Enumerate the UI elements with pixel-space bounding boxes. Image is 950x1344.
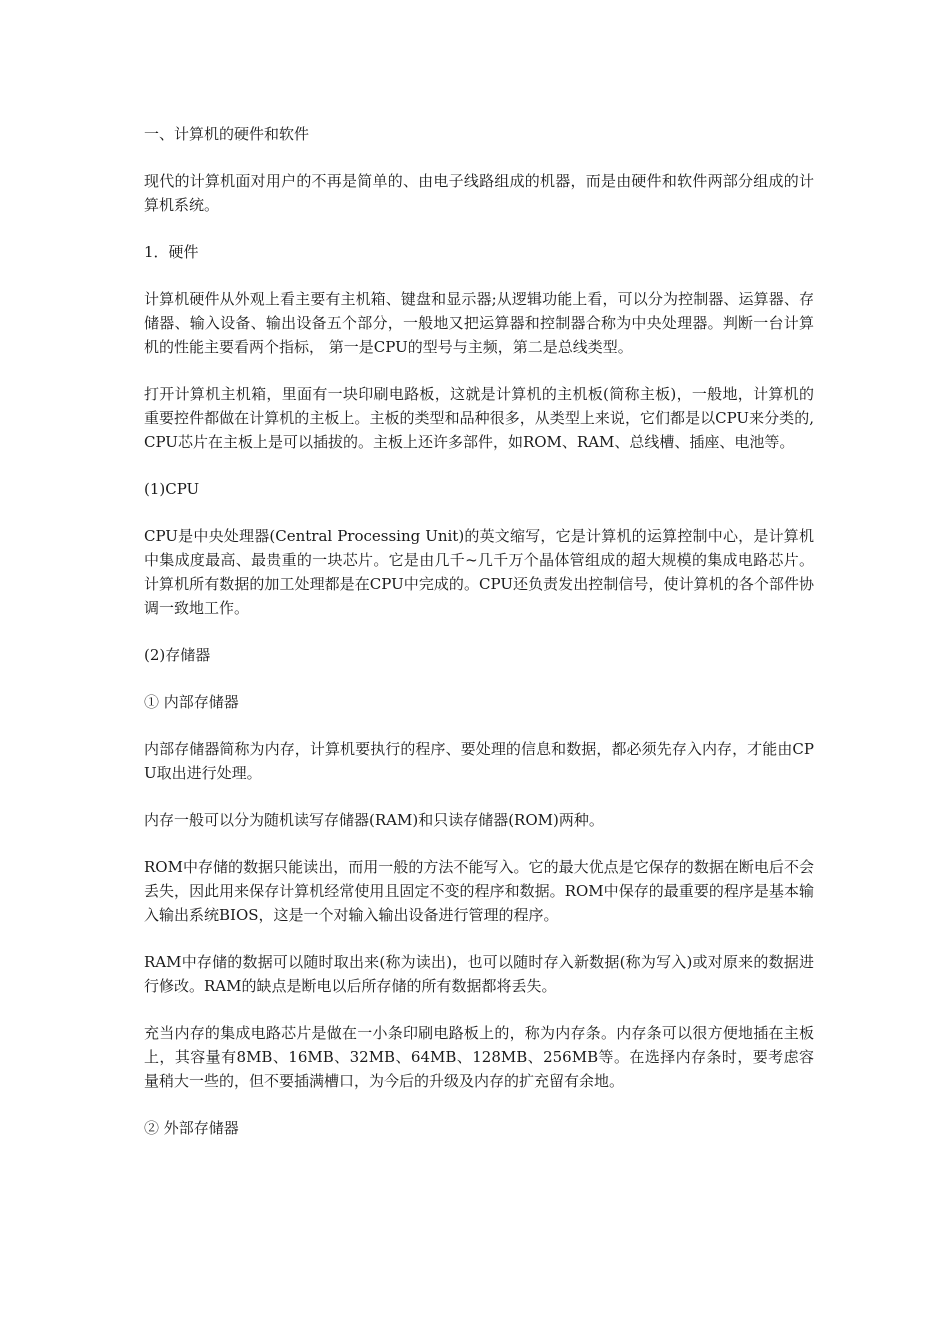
rom-paragraph: ROM中存储的数据只能读出，而用一般的方法不能写入。它的最大优点是它保存的数据在断电后不会丢失，因此用来保存计算机经常使用且固定不变的程序和数据。ROM中保存的最重要的程序是基本输入输出系统BIOS，这是一个对输入输出设备进行管理的程序。 [144, 858, 814, 924]
ram-paragraph: RAM中存储的数据可以随时取出来(称为读出)，也可以随时存入新数据(称为写入)或对原来的数据进行修改。RAM的缺点是断电以后所存储的所有数据都将丢失。 [144, 953, 814, 995]
external-storage-heading: ② 外部存储器 [144, 1119, 239, 1137]
memory-module-paragraph: 充当内存的集成电路芯片是做在一小条印刷电路板上的，称为内存条。内存条可以很方便地插在主板上，其容量有8MB、16MB、32MB、64MB、128MB、256MB等。在选择内存条时，要考虑容量稍大一些的，但不要插满槽口，为今后的升级及内存的扩充留有余地。 [144, 1024, 814, 1090]
storage-heading: (2)存储器 [144, 646, 211, 664]
document-body [144, 122, 814, 1163]
cpu-heading: (1)CPU [144, 480, 200, 498]
section-heading-hardware-software: 一、计算机的硬件和软件 [144, 125, 310, 143]
subsection-heading-hardware: 1．硬件 [144, 243, 199, 261]
hardware-overview-paragraph: 计算机硬件从外观上看主要有主机箱、键盘和显示器;从逻辑功能上看，可以分为控制器、运算器、存储器、输入设备、输出设备五个部分，一般地又把运算器和控制器合称为中央处理器。判断一台计算机的性能主要看两个指标， 第一是CPU的型号与主频，第二是总线类型。 [144, 290, 814, 356]
motherboard-paragraph: 打开计算机主机箱，里面有一块印刷电路板，这就是计算机的主机板(简称主板)，一般地，计算机的重要控件都做在计算机的主板上。主板的类型和品种很多，从类型上来说，它们都是以CPU来分类的,CPU芯片在主板上是可以插拔的。主板上还许多部件，如ROM、RAM、总线槽、插座、电池等。 [144, 385, 814, 451]
internal-storage-heading: ① 内部存储器 [144, 693, 239, 711]
memory-types-paragraph: 内存一般可以分为随机读写存储器(RAM)和只读存储器(ROM)两种。 [144, 811, 604, 829]
internal-storage-paragraph: 内部存储器简称为内存，计算机要执行的程序、要处理的信息和数据，都必须先存入内存，才能由CPU取出进行处理。 [144, 740, 814, 782]
cpu-paragraph: CPU是中央处理器(Central Processing Unit)的英文缩写，它是计算机的运算控制中心，是计算机中集成度最高、最贵重的一块芯片。它是由几千~几千万个晶体管组成的超大规模的集成电路芯片。计算机所有数据的加工处理都是在CPU中完成的。CPU还负责发出控制信号，使计算机的各个部件协调一致地工作。 [144, 527, 814, 617]
intro-paragraph: 现代的计算机面对用户的不再是简单的、由电子线路组成的机器，而是由硬件和软件两部分组成的计算机系统。 [144, 172, 814, 214]
